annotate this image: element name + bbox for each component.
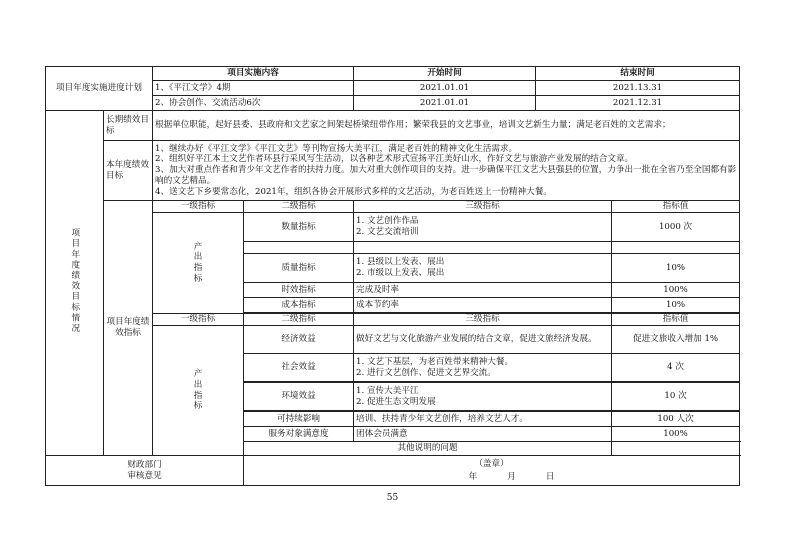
indicator-level3-line: 2. 市级以上发表、展出 [356, 268, 445, 278]
indicator-level3: 团体会员满意 [354, 427, 612, 442]
indicator-header-value: 指标值 [612, 201, 740, 213]
indicator-value: 100% [612, 283, 740, 298]
schedule-header-start: 开始时间 [354, 67, 536, 81]
indicator-value: 100% [612, 427, 740, 442]
schedule-header-content: 项目实施内容 [153, 67, 354, 81]
indicator-level3: 做好文艺与文化旅游产业发展的结合文章，促进文旅经济发展。 [354, 326, 612, 354]
indicator-level3-line: 2. 文艺交流培训 [356, 227, 419, 237]
indicator-value: 10% [612, 298, 740, 313]
indicator-level3: 培训、扶持青少年文艺创作，培养文艺人才。 [354, 412, 612, 427]
indicator-value: 10 次 [612, 383, 740, 411]
annual-goal-line: 3、加大对重点作者和青少年文艺作者的扶持力度。加大对重大创作项目的支持。进一步确保平江文艺大县强县的位置，力争出一批在全省乃至全国都有影响的文艺精品。 [155, 165, 737, 186]
indicator-value: 4 次 [612, 354, 740, 382]
indicator-header-level2: 二级指标 [244, 201, 354, 213]
group1-level1: 产出指标 [153, 213, 244, 314]
indicator-value: 促进文旅收入增加 1% [612, 326, 740, 354]
indicator-level3-line: 1. 文艺下基层，为老百姓带来精神大餐。 [356, 356, 514, 367]
indicator-level3: 成本节约率 [354, 298, 612, 313]
schedule-row-content: 2、协会创作、交流活动6次 [153, 96, 354, 111]
finance-review-label-line: 审核意见 [127, 470, 162, 481]
schedule-header-end: 结束时间 [536, 67, 740, 81]
schedule-row-start: 2021.01.01 [354, 96, 536, 111]
indicator-header-level3: 三级指标 [354, 201, 612, 213]
schedule-row-start: 2021.01.01 [354, 81, 536, 96]
indicator-level3-line: 1. 文艺创作作品 [356, 216, 419, 227]
annual-goal-text [153, 141, 740, 201]
indicator-level2: 社会效益 [244, 354, 354, 382]
page-number: 55 [386, 493, 399, 503]
indicator-level2: 环境效益 [244, 383, 354, 411]
date-year: 年 [468, 472, 478, 482]
long-term-goal-text: 根据单位职能，起好县委、县政府和文艺家之间架起桥梁纽带作用；繁荣我县的文艺事业，培训文艺新生力量；满足老百姓的文艺需求； [153, 111, 740, 141]
indicator-level3 [354, 354, 612, 382]
other-notes-label: 其他说明的问题 [244, 442, 612, 456]
goals-section-label [46, 111, 104, 456]
indicator-level2: 经济效益 [244, 326, 354, 354]
goals-section-text: 项目年度绩效目标情况 [69, 228, 80, 335]
indicator-header-level2: 二级指标 [244, 314, 354, 326]
indicator-level3: 完成及时率 [354, 283, 612, 298]
date-line [244, 472, 739, 483]
indicator-level3-line: 1. 县级以上发表、展出 [356, 257, 445, 268]
indicator-header-level1: 一级指标 [153, 314, 244, 326]
indicator-level2: 服务对象满意度 [244, 427, 354, 442]
annual-goal-label: 本年度绩效目标 [104, 141, 153, 201]
indicator-level3 [354, 383, 612, 411]
indicator-level3-line: 2. 促进生态文明发展 [356, 396, 436, 407]
finance-review-opinion [244, 456, 740, 486]
project-table [45, 66, 740, 486]
indicator-header-value: 指标值 [612, 314, 740, 326]
group2-level1: 产出指标 [153, 326, 244, 456]
schedule-label: 项目年度实施进度计划 [46, 67, 153, 111]
indicator-value: 100 人次 [612, 412, 740, 427]
annual-goal-line: 2、组织好平江本土文艺作者环县行采风写生活动，以各种艺术形式宣扬平江美好山水，作好文艺与旅游产业发展的结合文章。 [155, 154, 634, 165]
indicator-header-level3: 三级指标 [354, 314, 612, 326]
seal-text: （盖章） [474, 459, 509, 469]
schedule-row-content: 1、《平江文学》4期 [153, 81, 354, 96]
other-notes-value [612, 442, 740, 456]
indicator-value: 10% [612, 254, 740, 283]
indicator-level2: 成本指标 [244, 298, 354, 313]
annual-goal-line: 1、继续办好《平江文学》《平江文艺》等刊物宣扬大美平江，满足老百姓的精神文化生活需求。 [155, 143, 518, 154]
schedule-row-end: 2021.13.31 [536, 81, 740, 96]
indicator-level2: 数量指标 [244, 213, 354, 242]
indicator-level2: 可持续影响 [244, 412, 354, 427]
indicator-level3-line: 1. 宣传大美平江 [356, 385, 419, 396]
indicator-level3-line: 2. 进行文艺创作、促进文艺界交流。 [356, 367, 496, 378]
indicator-level2: 时效指标 [244, 283, 354, 298]
schedule-row-end: 2021.12.31 [536, 96, 740, 111]
indicator-level2: 质量指标 [244, 254, 354, 283]
indicator-level3 [354, 254, 612, 283]
finance-review-label-line: 财政部门 [127, 459, 162, 470]
indicator-header-level1: 一级指标 [153, 201, 244, 213]
indicator-value: 1000 次 [612, 213, 740, 242]
date-month: 月 [507, 472, 516, 482]
annual-goal-line: 4、送文艺下乡要常态化，2021年，组织各协会开展形式多样的文艺活动，为老百姓送上一份精神大餐。 [155, 186, 552, 197]
finance-review-label [46, 456, 244, 486]
date-day: 日 [545, 472, 555, 482]
long-term-goal-label: 长期绩效目标 [104, 111, 153, 141]
indicator-level3 [354, 213, 612, 242]
indicator-section-label: 项目年度绩效指标 [104, 201, 153, 456]
